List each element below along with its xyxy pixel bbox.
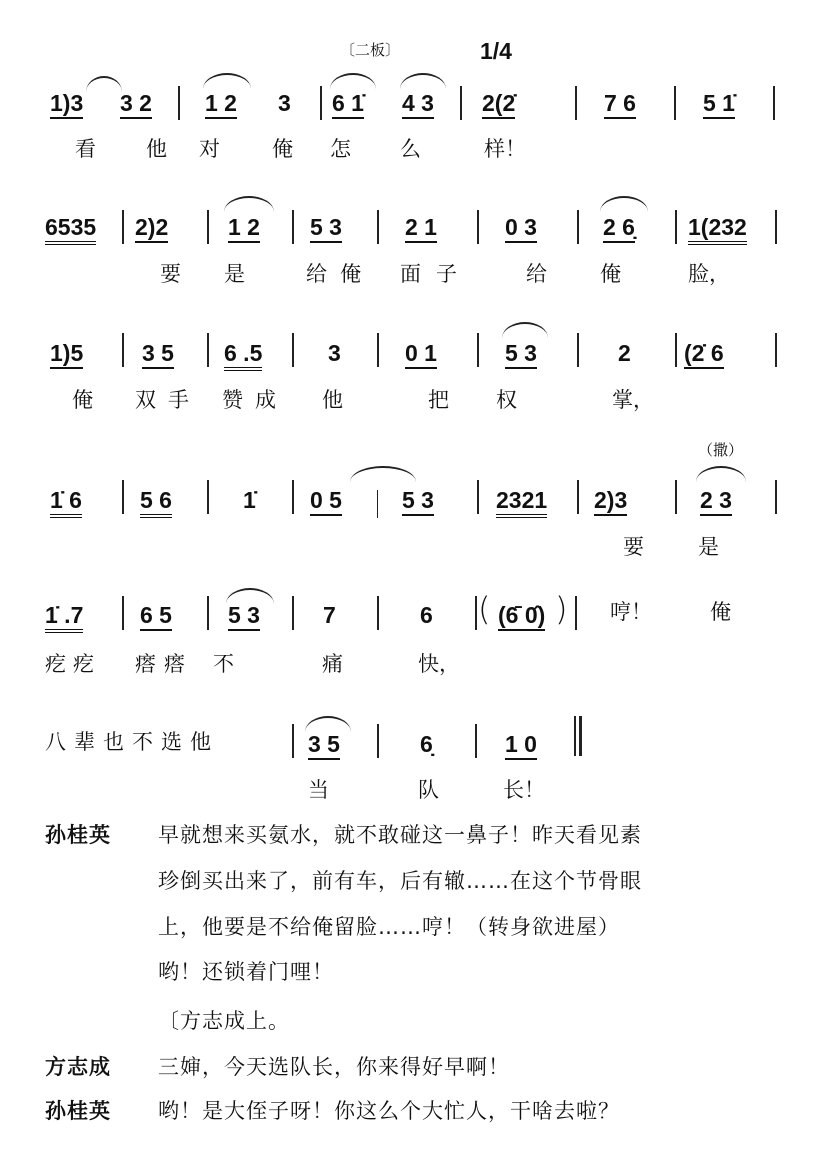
barline: [577, 210, 579, 244]
lyric: 把: [428, 388, 449, 412]
meter: 1/4: [480, 38, 512, 64]
dialogue-line: 哟！还锁着门哩！: [158, 960, 334, 984]
barline: [377, 333, 379, 367]
lyric: 长！: [503, 778, 545, 802]
note: 1 2: [205, 90, 237, 119]
note: 4 3: [402, 90, 434, 119]
stage-direction: 〔方志成上。: [158, 1009, 290, 1033]
dialogue-line: 早就想来买氨水，就不敢碰这一鼻子！昨天看见素: [158, 823, 642, 847]
barline: [178, 86, 180, 120]
barline: [207, 480, 209, 514]
note: 2 1: [405, 214, 437, 243]
note: 0 5: [310, 487, 342, 516]
slur: [600, 196, 648, 212]
barline: [577, 480, 579, 514]
final-double-barline: [574, 716, 582, 756]
lyric: 么: [400, 137, 421, 161]
note: 5 6: [140, 487, 172, 518]
note: 5 3: [505, 340, 537, 369]
note: 2)3: [594, 487, 627, 516]
note: 0 3: [505, 214, 537, 243]
barline: [292, 596, 294, 630]
note: 3: [328, 340, 341, 366]
lyric: 不: [213, 652, 234, 676]
note: 1̇: [243, 487, 256, 513]
lyric: 是: [698, 535, 719, 559]
barline: [475, 724, 477, 758]
dialogue-line: 哟！是大侄子呀！你这么个大忙人，干啥去啦？: [158, 1099, 620, 1123]
barline: [775, 480, 777, 514]
lyric: 赞: [222, 388, 243, 412]
barline: [377, 210, 379, 244]
note: 2 3: [700, 487, 732, 516]
note: 1 2: [228, 214, 260, 243]
note: 5 3: [228, 602, 260, 631]
lyric: 手: [168, 388, 189, 412]
dialogue-line: 上，他要是不给俺留脸……哼！（转身欲进屋）: [158, 915, 620, 939]
lyric: 瘩: [135, 652, 156, 676]
lyric: 痛: [322, 652, 343, 676]
note: 5 3: [402, 487, 434, 516]
lyric: 双: [135, 388, 156, 412]
note: 1̇ .7: [45, 602, 83, 633]
note: 2321: [496, 487, 547, 518]
barline: [460, 86, 462, 120]
tempo-mark: 〔二板〕: [340, 41, 401, 59]
spoken-text: 俺: [710, 600, 731, 624]
lyric: 疙: [73, 652, 94, 676]
lyric: 对: [199, 137, 220, 161]
lyric: 给: [306, 262, 327, 286]
note: 1 0: [505, 731, 537, 760]
barline: [575, 596, 577, 630]
slur: [224, 196, 274, 212]
speaker-name: 孙桂英: [45, 1099, 111, 1123]
barline: [292, 724, 294, 758]
speaker-name: 方志成: [45, 1055, 111, 1079]
barline: [775, 333, 777, 367]
note: 2: [618, 340, 631, 366]
note: 7: [323, 602, 336, 628]
note: (6̄ 0̂): [498, 602, 545, 631]
barline: [377, 596, 379, 630]
note: 3 2: [120, 90, 152, 119]
barline: [477, 480, 479, 514]
barline: [292, 210, 294, 244]
lyric: 队: [418, 778, 439, 802]
barline: [122, 210, 124, 244]
lyric: 俺: [272, 137, 293, 161]
barline: [675, 210, 677, 244]
slur: [350, 466, 416, 482]
slur: [502, 322, 548, 338]
slur: [86, 76, 122, 92]
barline: [575, 86, 577, 120]
note: 2(2̇: [482, 90, 515, 119]
paren-open: (: [478, 590, 491, 628]
barline: [675, 480, 677, 514]
note: 2)2: [135, 214, 168, 243]
note: 3 5: [308, 731, 340, 760]
lyric: 疙: [45, 652, 66, 676]
barline: [475, 596, 477, 630]
spoken-text: 哼！: [610, 600, 652, 624]
note: 7 6: [604, 90, 636, 119]
note: 6535: [45, 214, 96, 245]
barline: [292, 480, 294, 514]
barline: [675, 333, 677, 367]
note: 1̇ 6: [50, 487, 82, 518]
dialogue-line: 三婶，今天选队长，你来得好早啊！: [158, 1055, 510, 1079]
slur: [305, 716, 351, 732]
lyric: 子: [436, 262, 457, 286]
note: 5 1̇: [703, 90, 735, 119]
barline: [773, 86, 775, 120]
barline: [775, 210, 777, 244]
note: 6 1̇: [332, 90, 364, 119]
note: 6 5: [140, 602, 172, 631]
note: 3 5: [142, 340, 174, 369]
barline: [122, 480, 124, 514]
barline: [377, 724, 379, 758]
barline: [207, 333, 209, 367]
speaker-name: 孙桂英: [45, 823, 111, 847]
note: 1(232: [688, 214, 747, 245]
lyric: 要: [623, 535, 644, 559]
lyric: 面: [400, 262, 421, 286]
slur: [203, 73, 251, 89]
slur: [330, 73, 376, 89]
note: 6: [420, 602, 433, 628]
barline: [207, 210, 209, 244]
note: (2̇ 6: [684, 340, 724, 369]
note: 2 6̣: [603, 214, 635, 243]
lyric: 俺: [600, 262, 621, 286]
barline: [320, 86, 322, 120]
note: 3: [278, 90, 291, 116]
annotation: （撒）: [698, 441, 744, 459]
note: 5 3: [310, 214, 342, 243]
note: 0 1: [405, 340, 437, 369]
lyric: 当: [308, 778, 329, 802]
barline: [122, 596, 124, 630]
barline: [477, 210, 479, 244]
lyric: 给: [526, 262, 547, 286]
note: 6̣: [420, 731, 433, 757]
barline: [674, 86, 676, 120]
lyric: 看: [75, 137, 96, 161]
lyric: 是: [224, 262, 245, 286]
slur: [696, 466, 746, 482]
lyric: 俺: [340, 262, 361, 286]
dialogue-line: 珍倒买出来了，前有车，后有辙……在这个节骨眼: [158, 869, 642, 893]
barline: [122, 333, 124, 367]
lyric: 要: [160, 262, 181, 286]
lyric: 脸，: [688, 262, 730, 286]
lyric: 俺: [72, 388, 93, 412]
note: 6 .5: [224, 340, 262, 371]
note: 1)5: [50, 340, 83, 369]
paren-close: ): [555, 590, 568, 628]
lyric: 样！: [484, 137, 526, 161]
lyric: 他: [146, 137, 167, 161]
barline: [292, 333, 294, 367]
lyric: 掌，: [612, 388, 654, 412]
lyric: 他: [322, 388, 343, 412]
note: 1)3: [50, 90, 83, 119]
barline: [377, 490, 378, 518]
barline: [477, 333, 479, 367]
barline: [207, 596, 209, 630]
slur: [400, 73, 446, 89]
lyric: 成: [255, 388, 276, 412]
spoken-prefix: 八辈也不选他: [45, 730, 219, 754]
lyric: 快，: [418, 652, 460, 676]
lyric: 怎: [330, 137, 351, 161]
barline: [577, 333, 579, 367]
lyric: 瘩: [164, 652, 185, 676]
lyric: 权: [496, 388, 517, 412]
